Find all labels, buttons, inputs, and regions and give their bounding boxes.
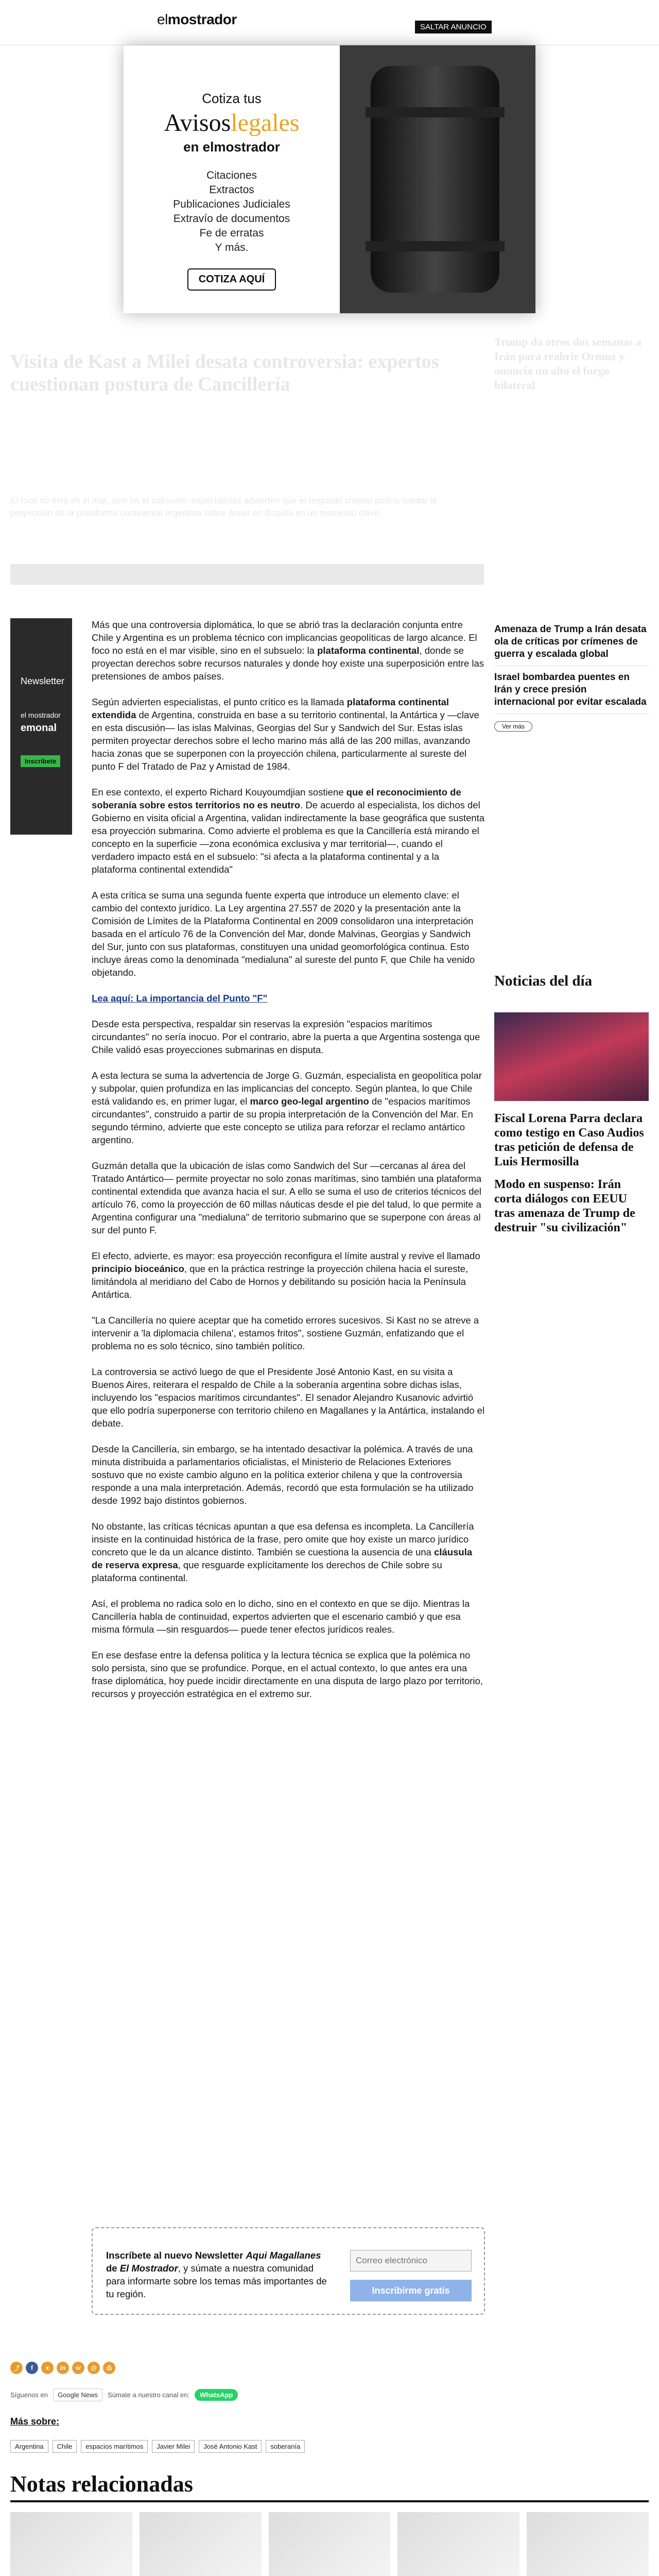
article-paragraph: Más que una controversia diplomática, lo que se abrió tras la declaración conjunta entre Chile y Argentina es un problema técnico con implicancias geopolíticas de largo alcance. El foco no está en el mar visible, sino en el subsuelo: la plataforma continental, donde se proyectan derechos sobre recursos naturales y donde hoy existe una superposición entre las pretensiones de ambos países.	[92, 619, 484, 682]
gavel-image	[340, 45, 535, 313]
article-paragraph: Así, el problema no radica solo en lo dicho, sino en el contexto en que se dijo. Mientras la Cancillería habla de continuidad, expertos advierten que el escenario cambió y que esa misma fórmula —sin resguardos— puede tener efectos jurídicos reales.	[92, 1598, 470, 1635]
article-paragraph: En ese desfase entre la defensa política y la lectura técnica se explica que la polémica no solo persista, sino que se profundice. Porque, en el actual contexto, lo que antes era una frase diplomática, hoy puede incidir directamente en una disputa de largo plazo por territorio, recursos y proyección estratégica en el extremo sur.	[92, 1650, 483, 1699]
email-icon[interactable]: @	[88, 2362, 100, 2374]
modal-brand: Avisoslegales	[164, 109, 300, 137]
related-image	[269, 2512, 391, 2576]
site-logo[interactable]: elmostrador	[157, 11, 237, 27]
follow-label: Síguenos en	[10, 2391, 48, 2399]
related-image	[10, 2512, 132, 2576]
noticias-image[interactable]	[494, 1012, 649, 1101]
follow-row	[10, 2385, 238, 2404]
facebook-icon[interactable]: f	[26, 2362, 38, 2374]
tag-list	[10, 2440, 305, 2453]
tag-item[interactable]: Javier Milei	[152, 2440, 195, 2453]
tag-item[interactable]: soberanía	[266, 2440, 305, 2453]
article-paragraph: "La Cancillería no quiere aceptar que ha cometido errores sucesivos. Si Kast no se atreve a intervenir a 'la diplomacia chilena', estamos fritos", sostiene Guzmán, enfatizando que el problema no es solo técnico, sino también político.	[92, 1315, 479, 1351]
tag-item[interactable]: espacios marítimos	[81, 2440, 148, 2453]
side-ad-button[interactable]: Inscríbete	[21, 755, 60, 767]
related-card[interactable]	[140, 2512, 262, 2576]
gavel-ring	[366, 241, 505, 251]
related-link[interactable]: Lea aquí: La importancia del Punto "F"	[92, 993, 268, 1004]
newsletter-submit-button[interactable]: Inscribirme gratis	[350, 2280, 472, 2301]
sidebar-headline[interactable]: Amenaza de Trump a Irán desata ola de críticas por crímenes de guerra y escalada global	[494, 618, 649, 666]
tag-item[interactable]: Chile	[53, 2440, 77, 2453]
newsletter-signup	[92, 2227, 485, 2315]
notas-grid	[10, 2512, 649, 2576]
newsletter-text: Inscríbete al nuevo Newsletter Aqui Magallanes de El Mostrador, y súmate a nuestra comunidad para informarte sobre los temas más importantes de tu región.	[106, 2250, 327, 2299]
gavel-ring	[366, 107, 505, 117]
article-paragraph: La controversia se activó luego de que el Presidente José Antonio Kast, en su visita a Buenos Aires, reiterara el respaldo de Chile a la soberanía argentina sobre dichas islas, incluyendo los "espacios marítimos circundantes". El senador Alejandro Kusanovic advirtió que ello podría superponerse con territorio chileno en Magallanes y la Antártica, instalando el debate.	[92, 1366, 485, 1429]
noticias-headline[interactable]: Fiscal Lorena Parra declara como testigo en Caso Audios tras petición de defensa de Luis Hermosilla	[494, 1112, 644, 1168]
tag-item[interactable]: Argentina	[10, 2440, 48, 2453]
mas-sobre-label: Más sobre:	[10, 2416, 60, 2427]
modal-service-item: Fe de erratas	[199, 227, 264, 239]
tag-item[interactable]: José Antonio Kast	[199, 2440, 262, 2453]
noticias-del-dia-title: Noticias del día	[494, 973, 593, 989]
google-news-button[interactable]: Google News	[53, 2388, 102, 2401]
related-image	[140, 2512, 262, 2576]
article-paragraph: El efecto, advierte, es mayor: esa proyección reconfigura el límite austral y revive el llamado principio bioceánico, que en la práctica restringe la proyección chilena hacia el sureste, limitándola al meridiano del Cabo de Hornos y debilitando su posición hacia la Península Antártica.	[92, 1250, 480, 1300]
article-paragraph: Desde esta perspectiva, respaldar sin reservas la expresión "espacios marítimos circundantes" no sería inocuo. Por el contrario, abre la puerta a que Argentina sostenga que Chile validó esas proyecciones submarinas en disputa.	[92, 1019, 480, 1055]
modal-service-item: Extravío de documentos	[173, 213, 290, 225]
whatsapp-channel-button[interactable]: WhatsApp	[195, 2389, 238, 2401]
newsletter-email-input[interactable]	[350, 2250, 472, 2272]
modal-service-list	[124, 168, 340, 255]
article-paragraph: Según advierten especialistas, el punto crítico es la llamada plataforma continental extendida de Argentina, construida en base a su territorio continental, la Antártica y —clave en esta discusión— las islas Malvinas, Georgias del Sur y Sandwich del Sur. Estas islas permiten proyectar derechos sobre el lecho marino más allá de las 200 millas, avanzando hacia zonas que se superponen con la proyección chilena, particularmente al sureste del punto F del Tratado de Paz y Amistad de 1984.	[92, 697, 479, 772]
modal-content	[124, 45, 340, 313]
modal-service-item: Citaciones	[206, 170, 257, 181]
article-paragraph	[92, 992, 485, 1005]
cotiza-aqui-button[interactable]: COTIZA AQUÍ	[187, 268, 276, 291]
side-ad-line: emonal	[21, 722, 57, 734]
skip-ad-button[interactable]: SALTAR ANUNCIO	[415, 21, 492, 33]
article-paragraph: A esta crítica se suma una segunda fuente experta que introduce un elemento clave: el cambio del contexto jurídico. La Ley argentina 27.557 de 2020 y la presentación ante la Comisión de Límites de la Plataforma Continental en 2009 consolidaron una interpretación basada en el artículo 76 de la Convención del Mar, donde Malvinas, Georgias y Sandwich del Sur, junto con sus plataformas, constituyen una unidad geomorfológica continua. Esto incluye áreas como la denominada "medialuna" al sureste del punto F, que Chile ha venido objetando.	[92, 890, 475, 978]
share-icons	[10, 2361, 115, 2375]
linkedin-icon[interactable]: in	[57, 2362, 69, 2374]
article-paragraph: Desde la Cancillería, sin embargo, se ha intentado desactivar la polémica. A través de una minuta distribuida a parlamentarios oficialistas, el Ministerio de Relaciones Exteriores sostuvo que no existe cambio alguno en la política exterior chilena y que la controversia responde a una mala interpretación. Además, recordó que esta formulación se ha utilizado desde 1992 bajo distintos gobiernos.	[92, 1444, 474, 1506]
related-card[interactable]	[269, 2512, 391, 2576]
noticias-headline[interactable]: Modo en suspenso: Irán corta diálogos con EEUU tras amenaza de Trump de destruir "su civilización"	[494, 1178, 635, 1234]
sidebar-headline[interactable]: Israel bombardea puentes en Irán y crece presión internacional por evitar escalada	[494, 666, 649, 714]
related-card[interactable]	[10, 2512, 132, 2576]
article-paragraph: A esta lectura se suma la advertencia de Jorge G. Guzmán, especialista en geopolítica polar y subpolar, quien profundiza en las implicancias del concepto. Según plantea, lo que Chile está validando es, en primer lugar, el marco geo-legal argentino de "espacios marítimos circundantes", construido a partir de su propia interpretación de la Convención del Mar. En segundo término, advierte que este concepto se utiliza para reforzar el reclamo antártico argentino.	[92, 1070, 482, 1145]
whatsapp-icon[interactable]: w	[72, 2362, 84, 2374]
article-body	[92, 618, 485, 1713]
gavel-icon	[371, 66, 499, 293]
side-newsletter-ad[interactable]	[10, 618, 72, 835]
article-paragraph: En ese contexto, el experto Richard Kouyoumdjian sostiene que el reconocimiento de soberanía sobre estos territorios no es neutro. De acuerdo al especialista, los dichos del Gobierno en visita oficial a Argentina, validan indirectamente la base geográfica que sustenta esa proyección submarina. Como advierte el problema es que la Cancillería está mirando el concepto en la superficie —zona económica exclusiva y mar territorial—, cuando el verdadero impacto está en el subsuelo: "si afecta a la plataforma continental y a la plataforma continental extendida"	[92, 787, 485, 875]
related-image	[527, 2512, 649, 2576]
print-icon[interactable]: ⎙	[103, 2362, 115, 2374]
channel-label: Súmate a nuestro canal en:	[108, 2391, 190, 2399]
modal-cotiza-text: Cotiza tus	[202, 91, 262, 106]
side-ad-line: Newsletter	[21, 676, 65, 686]
modal-service-item: Extractos	[209, 184, 254, 196]
related-card[interactable]	[527, 2512, 649, 2576]
side-ad-line: el mostrador	[21, 711, 61, 719]
article-paragraph: Guzmán detalla que la ubicación de islas como Sandwich del Sur —cercanas al área del Tratado Antártico— permite proyectar no solo zonas marítimas, sino también una plataforma continental extendida que avanza hacia el sur. A ello se suma el uso de criterios técnicos del artículo 76, como la proyección de 60 millas náuticas desde el pie del talud, lo que permite a Argentina configurar una "medialuna" de territorio submarino que se superpone con áreas al sur del punto F.	[92, 1160, 482, 1235]
modal-service-item: Publicaciones Judiciales	[173, 198, 290, 210]
avisos-legales-modal	[124, 45, 535, 313]
share-icon[interactable]: ⤴	[10, 2362, 23, 2374]
sidebar-trending	[494, 618, 649, 732]
notas-relacionadas-title: Notas relacionadas	[10, 2471, 649, 2502]
modal-service-item: Y más.	[215, 242, 249, 253]
related-card[interactable]	[397, 2512, 519, 2576]
related-image	[397, 2512, 519, 2576]
twitter-icon[interactable]: x	[41, 2362, 54, 2374]
ver-mas-button[interactable]: Ver más	[494, 721, 532, 732]
top-bar	[0, 0, 659, 45]
modal-brand-sub: en elmostrador	[183, 139, 280, 155]
article-paragraph: No obstante, las críticas técnicas apuntan a que esa defensa es incompleta. La Cancillería insiste en la continuidad histórica de la frase, pero omite que hoy existe un marco jurídico concreto que le da un alcance distinto. También se cuestiona la ausencia de una cláusula de reserva expresa, que resguarde explícitamente los derechos de Chile sobre su plataforma continental.	[92, 1521, 474, 1583]
